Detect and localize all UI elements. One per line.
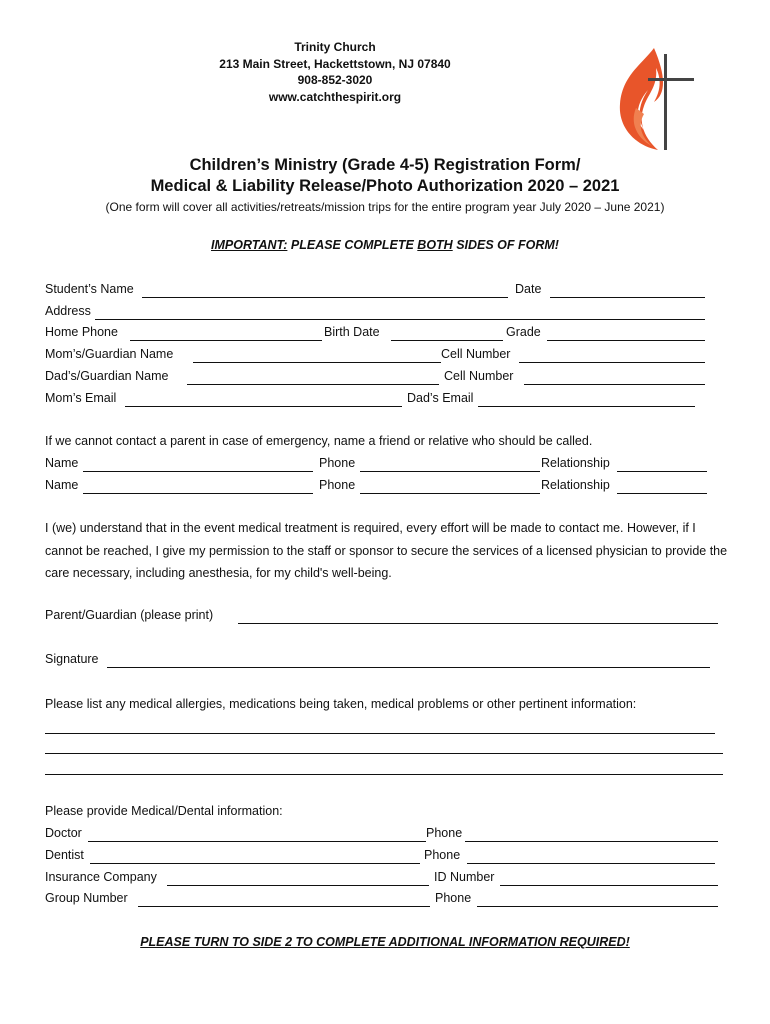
- emergency-phone-field-2[interactable]: [360, 493, 540, 494]
- medical-dental-prompt: Please provide Medical/Dental information:: [45, 804, 283, 818]
- form-subtitle: (One form will cover all activities/retreats/mission trips for the entire program year July 2020 – June 2021): [105, 200, 665, 214]
- parent-name-label: Parent/Guardian (please print): [45, 608, 214, 622]
- dentist-label: Dentist: [45, 848, 84, 862]
- allergies-line-2[interactable]: [45, 753, 723, 754]
- parent-name-row: [45, 608, 720, 628]
- birth-date-label: Birth Date: [324, 325, 380, 339]
- emergency-name-label: Name: [45, 478, 79, 492]
- insurance-label: Insurance Company: [45, 870, 157, 884]
- mom-email-field[interactable]: [125, 406, 402, 407]
- signature-label: Signature: [45, 652, 99, 666]
- church-name: Trinity Church: [294, 40, 376, 54]
- allergies-line-3[interactable]: [45, 774, 723, 775]
- doctor-phone-label: Phone: [426, 826, 463, 840]
- church-website: www.catchthespirit.org: [268, 89, 402, 104]
- dad-email-label: Dad’s Email: [407, 391, 474, 405]
- home-phone-field[interactable]: [130, 340, 322, 341]
- mom-email-label: Mom’s Email: [45, 391, 117, 405]
- date-label: Date: [515, 282, 542, 296]
- emergency-phone-field-1[interactable]: [360, 471, 540, 472]
- allergies-line-1[interactable]: [45, 733, 715, 734]
- turn-page-notice: PLEASE TURN TO SIDE 2 TO COMPLETE ADDITIONAL INFORMATION REQUIRED!: [140, 935, 630, 949]
- emergency-relationship-label: Relationship: [541, 456, 610, 470]
- date-field[interactable]: [550, 297, 705, 298]
- dentist-row: [45, 848, 720, 868]
- dentist-field[interactable]: [90, 863, 420, 864]
- dad-row: [45, 369, 710, 389]
- home-phone-label: Home Phone: [45, 325, 118, 339]
- address-field[interactable]: [95, 319, 705, 320]
- emergency-contact-row-2: [45, 478, 710, 498]
- mom-name-field[interactable]: [193, 362, 441, 363]
- form-title: [0, 155, 770, 197]
- mom-row: [45, 347, 710, 367]
- grade-label: Grade: [506, 325, 541, 339]
- dentist-phone-label: Phone: [424, 848, 461, 862]
- doctor-phone-field[interactable]: [465, 841, 718, 842]
- dad-email-field[interactable]: [478, 406, 695, 407]
- emergency-phone-label: Phone: [319, 478, 356, 492]
- student-name-field[interactable]: [142, 297, 508, 298]
- grade-field[interactable]: [547, 340, 705, 341]
- phone-birth-grade-row: [45, 325, 710, 345]
- student-name-row: [45, 282, 710, 302]
- dad-cell-field[interactable]: [524, 384, 705, 385]
- mom-cell-field[interactable]: [519, 362, 705, 363]
- insurance-field[interactable]: [167, 885, 429, 886]
- group-phone-field[interactable]: [477, 906, 718, 907]
- emergency-name-field-2[interactable]: [83, 493, 313, 494]
- emergency-relationship-field-1[interactable]: [617, 471, 707, 472]
- dentist-phone-field[interactable]: [467, 863, 715, 864]
- dad-name-label: Dad’s/Guardian Name: [45, 369, 169, 383]
- group-number-field[interactable]: [138, 906, 430, 907]
- signature-row: [45, 652, 720, 672]
- doctor-field[interactable]: [88, 841, 426, 842]
- form-title-line2: Medical & Liability Release/Photo Authorization 2020 – 2021: [150, 177, 620, 195]
- church-address: 213 Main Street, Hackettstown, NJ 07840: [219, 56, 451, 71]
- student-name-label: Student’s Name: [45, 282, 134, 296]
- group-phone-label: Phone: [435, 891, 472, 905]
- mom-cell-label: Cell Number: [441, 347, 511, 361]
- insurance-row: [45, 870, 720, 890]
- cross-and-flame-logo-icon: [614, 46, 698, 152]
- parent-name-field[interactable]: [238, 623, 718, 624]
- emergency-name-label: Name: [45, 456, 79, 470]
- birth-date-field[interactable]: [391, 340, 503, 341]
- emergency-name-field-1[interactable]: [83, 471, 313, 472]
- church-phone: 908-852-3020: [297, 73, 373, 87]
- consent-text: I (we) understand that in the event medical treatment is required, every effort will be made to contact me. However, if I cannot be reached, I give my permission to the staff or sponsor to secure the services of a licensed physician to provide the care necessary, including anesthesia, for my child's well-being.: [45, 521, 728, 580]
- signature-field[interactable]: [107, 667, 710, 668]
- important-text-before: PLEASE COMPLETE: [287, 238, 418, 252]
- email-row: [45, 391, 710, 411]
- dad-name-field[interactable]: [187, 384, 439, 385]
- important-lead: IMPORTANT:: [211, 238, 288, 252]
- emergency-relationship-label: Relationship: [541, 478, 610, 492]
- id-number-field[interactable]: [500, 885, 718, 886]
- id-number-label: ID Number: [434, 870, 495, 884]
- doctor-row: [45, 826, 720, 846]
- emergency-contact-row-1: [45, 456, 710, 476]
- group-number-label: Group Number: [45, 891, 128, 905]
- important-notice: [0, 238, 770, 252]
- important-emphasis: BOTH: [417, 238, 453, 252]
- doctor-label: Doctor: [45, 826, 82, 840]
- allergies-prompt: Please list any medical allergies, medications being taken, medical problems or other pertinent information:: [45, 697, 637, 711]
- emergency-phone-label: Phone: [319, 456, 356, 470]
- form-title-line1: Children’s Ministry (Grade 4-5) Registration Form/: [189, 156, 581, 174]
- emergency-intro: If we cannot contact a parent in case of emergency, name a friend or relative who should be called.: [45, 434, 593, 448]
- emergency-relationship-field-2[interactable]: [617, 493, 707, 494]
- address-row: [45, 304, 710, 324]
- group-row: [45, 891, 720, 911]
- mom-name-label: Mom’s/Guardian Name: [45, 347, 174, 361]
- dad-cell-label: Cell Number: [444, 369, 514, 383]
- church-header: [185, 39, 485, 105]
- address-label: Address: [45, 304, 91, 318]
- important-text-after: SIDES OF FORM!: [452, 238, 559, 252]
